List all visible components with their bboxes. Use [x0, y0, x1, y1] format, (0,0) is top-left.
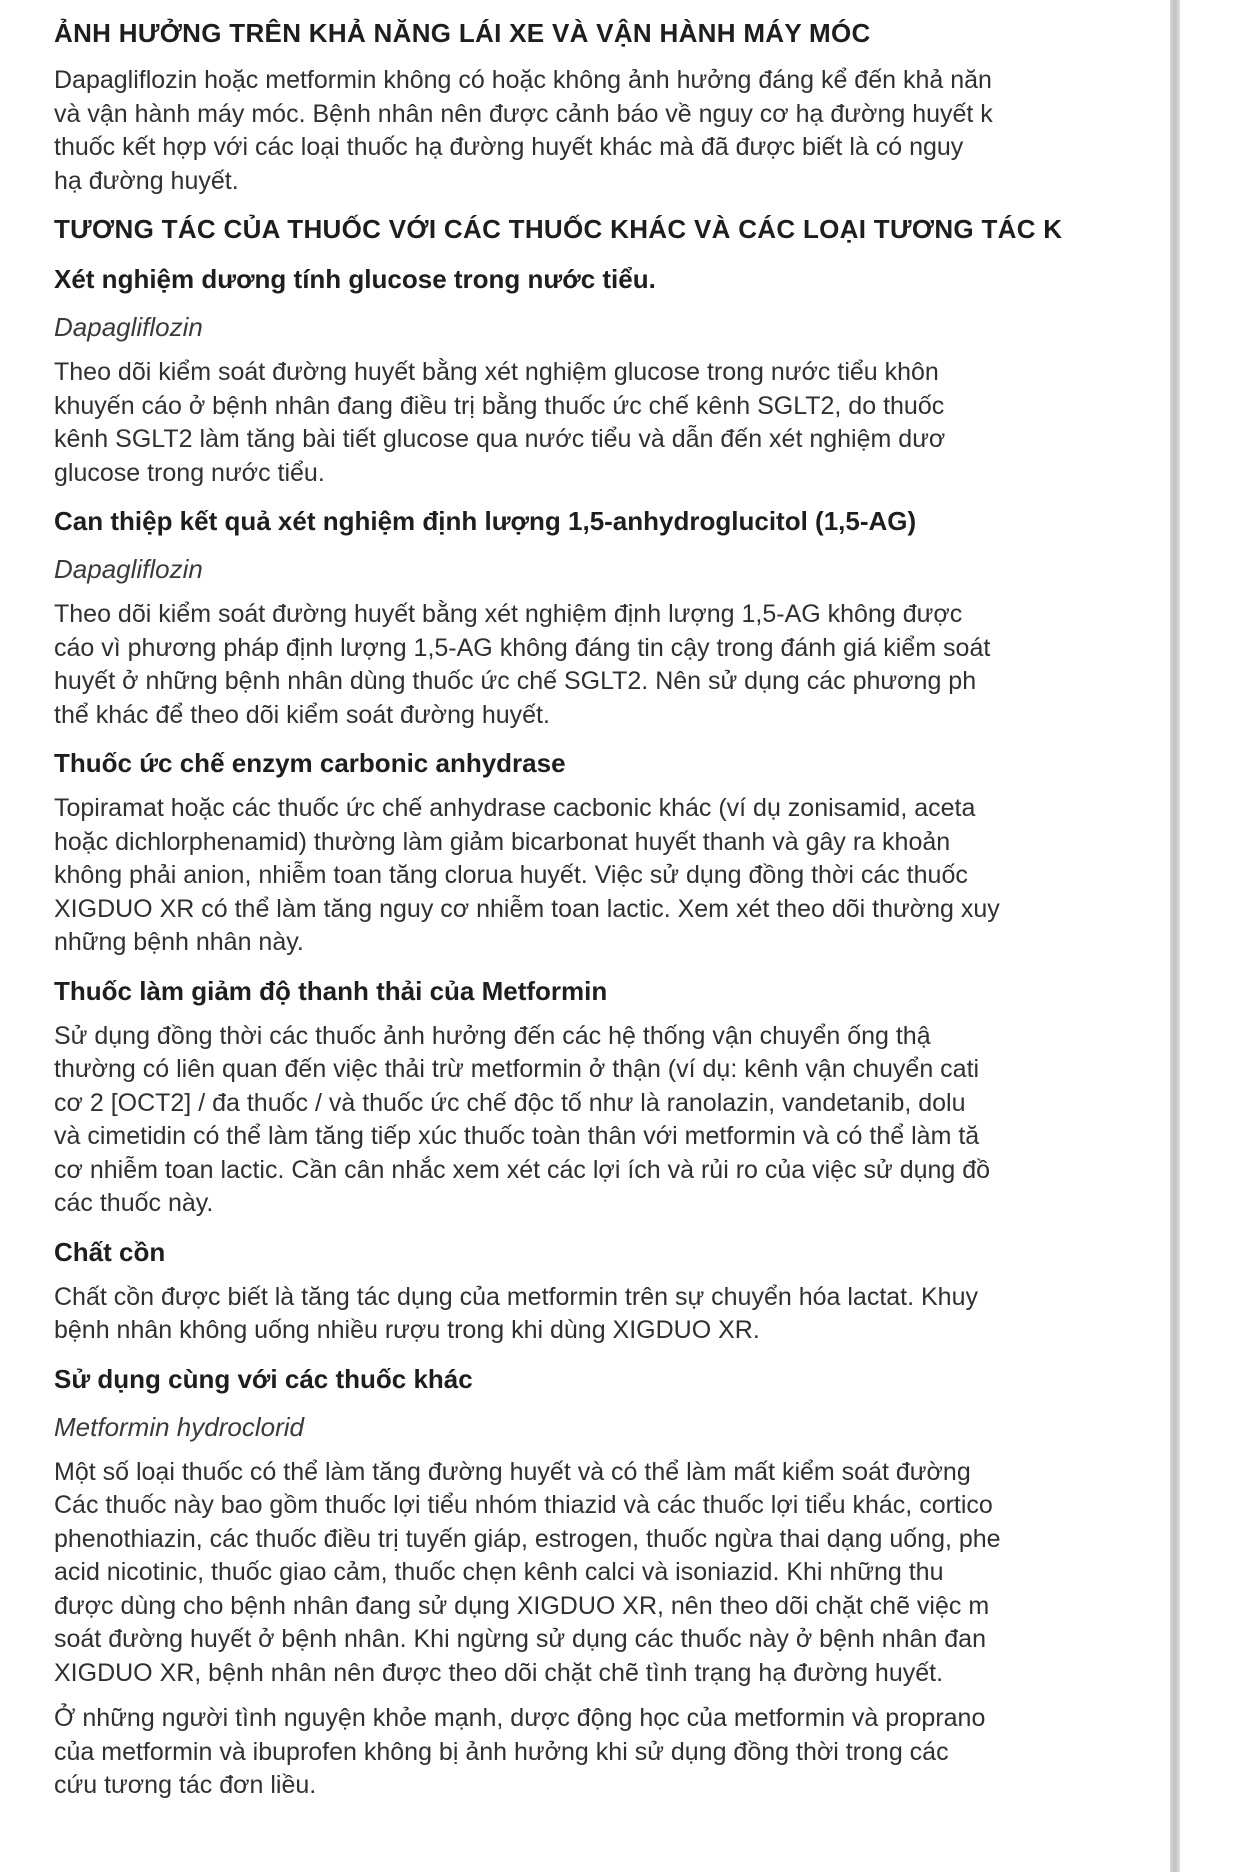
subheading-alcohol: Chất cồn — [54, 1236, 166, 1267]
paragraph-driving — [54, 64, 1170, 198]
text-line: hạ đường huyết. — [54, 166, 239, 195]
text-line: phenothiazin, các thuốc điều trị tuyến giáp, estrogen, thuốc ngừa thai dạng uống, phe — [54, 1524, 1001, 1553]
text-line: những bệnh nhân này. — [54, 928, 304, 956]
page-edge-scrollbar[interactable] — [1170, 0, 1180, 1872]
text-line: thường có liên quan đến việc thải trừ metformin ở thận (ví dụ: kênh vận chuyển cati — [54, 1055, 980, 1083]
right-margin — [1180, 0, 1248, 1872]
document-content — [54, 14, 1170, 1815]
subheading-15ag: Can thiệp kết quả xét nghiệm định lượng 1,5-anhydroglucitol (1,5-AG) — [54, 506, 917, 536]
text-line: Chất cồn được biết là tăng tác dụng của metformin trên sự chuyển hóa lactat. Khuy — [54, 1282, 978, 1311]
text-line: được dùng cho bệnh nhân đang sử dụng XIGDUO XR, nên theo dõi chặt chẽ việc m — [54, 1591, 990, 1620]
paragraph-15ag — [54, 598, 1170, 732]
paragraph-carbonic-anhydrase — [54, 792, 1170, 960]
text-line: XIGDUO XR, bệnh nhân nên được theo dõi chặt chẽ tình trạng hạ đường huyết. — [54, 1658, 944, 1687]
drug-name-metformin: Metformin hydroclorid — [54, 1411, 304, 1442]
text-line: hoặc dichlorphenamid) thường làm giảm bicarbonat huyết thanh và gây ra khoản — [54, 827, 951, 856]
text-line: soát đường huyết ở bệnh nhân. Khi ngừng sử dụng các thuốc này ở bệnh nhân đan — [54, 1625, 986, 1653]
text-line: Dapagliflozin hoặc metformin không có hoặc không ảnh hưởng đáng kể đến khả năn — [54, 66, 992, 94]
paragraph-alcohol — [54, 1281, 1170, 1348]
text-line: acid nicotinic, thuốc giao cảm, thuốc chẹn kênh calci và isoniazid. Khi những thu — [54, 1558, 944, 1586]
text-line: Ở những người tình nguyện khỏe mạnh, dược động học của metformin và proprano — [54, 1704, 986, 1732]
paragraph-metformin-clearance — [54, 1020, 1170, 1221]
text-line: cáo vì phương pháp định lượng 1,5-AG không đáng tin cậy trong đánh giá kiểm soát — [54, 633, 991, 662]
text-line: các thuốc này. — [54, 1189, 214, 1217]
text-line: thể khác để theo dõi kiểm soát đường huyết. — [54, 700, 550, 729]
text-line: glucose trong nước tiểu. — [54, 458, 325, 487]
text-line: Một số loại thuốc có thể làm tăng đường huyết và có thể làm mất kiểm soát đường — [54, 1457, 971, 1486]
text-line: của metformin và ibuprofen không bị ảnh hưởng khi sử dụng đồng thời trong các — [54, 1737, 949, 1766]
text-line: thuốc kết hợp với các loại thuốc hạ đường huyết khác mà đã được biết là có nguy — [54, 133, 964, 161]
text-line: Sử dụng đồng thời các thuốc ảnh hưởng đến các hệ thống vận chuyển ống thậ — [54, 1021, 931, 1050]
section-heading-driving: ẢNH HƯỞNG TRÊN KHẢ NĂNG LÁI XE VÀ VẬN HÀNH MÁY MÓC — [54, 18, 871, 48]
subheading-other-drugs: Sử dụng cùng với các thuốc khác — [54, 1363, 473, 1394]
subheading-carbonic-anhydrase: Thuốc ức chế enzym carbonic anhydrase — [54, 748, 566, 778]
text-line: huyết ở những bệnh nhân dùng thuốc ức chế SGLT2. Nên sử dụng các phương ph — [54, 667, 977, 695]
section-heading-interactions: TƯƠNG TÁC CỦA THUỐC VỚI CÁC THUỐC KHÁC VÀ CÁC LOẠI TƯƠNG TÁC K — [54, 214, 1063, 244]
subheading-metformin-clearance: Thuốc làm giảm độ thanh thải của Metformin — [54, 975, 608, 1006]
subheading-urine-glucose: Xét nghiệm dương tính glucose trong nước tiểu. — [54, 264, 656, 294]
text-line: Theo dõi kiểm soát đường huyết bằng xét nghiệm định lượng 1,5-AG không được — [54, 600, 963, 628]
text-line: XIGDUO XR có thể làm tăng nguy cơ nhiễm toan lactic. Xem xét theo dõi thường xuy — [54, 894, 1000, 923]
drug-name-dapagliflozin: Dapagliflozin — [54, 554, 203, 584]
text-line: cơ nhiễm toan lactic. Cần cân nhắc xem xét các lợi ích và rủi ro của việc sử dụng đồ — [54, 1155, 991, 1184]
text-line: cứu tương tác đơn liều. — [54, 1771, 317, 1799]
text-line: Theo dõi kiểm soát đường huyết bằng xét nghiệm glucose trong nước tiểu khôn — [54, 358, 939, 386]
text-line: khuyến cáo ở bệnh nhân đang điều trị bằng thuốc ức chế kênh SGLT2, do thuốc — [54, 391, 945, 420]
paragraph-other-drugs — [54, 1456, 1170, 1691]
text-line: bệnh nhân không uống nhiều rượu trong khi dùng XIGDUO XR. — [54, 1316, 760, 1344]
drug-name-dapagliflozin: Dapagliflozin — [54, 312, 203, 342]
text-line: cơ 2 [OCT2] / đa thuốc / và thuốc ức chế độc tố như là ranolazin, vandetanib, dolu — [54, 1088, 966, 1117]
text-line: Các thuốc này bao gồm thuốc lợi tiểu nhóm thiazid và các thuốc lợi tiểu khác, cortico — [54, 1491, 993, 1519]
text-line: kênh SGLT2 làm tăng bài tiết glucose qua nước tiểu và dẫn đến xét nghiệm dươ — [54, 425, 946, 453]
paragraph-urine-glucose — [54, 356, 1170, 490]
text-line: và vận hành máy móc. Bệnh nhân nên được cảnh báo về nguy cơ hạ đường huyết k — [54, 99, 993, 128]
text-line: không phải anion, nhiễm toan tăng clorua huyết. Việc sử dụng đồng thời các thuốc — [54, 861, 968, 889]
text-line: Topiramat hoặc các thuốc ức chế anhydrase cacbonic khác (ví dụ zonisamid, aceta — [54, 794, 976, 822]
paragraph-healthy-volunteers — [54, 1702, 1170, 1803]
text-line: và cimetidin có thể làm tăng tiếp xúc thuốc toàn thân với metformin và có thể làm tă — [54, 1122, 980, 1150]
